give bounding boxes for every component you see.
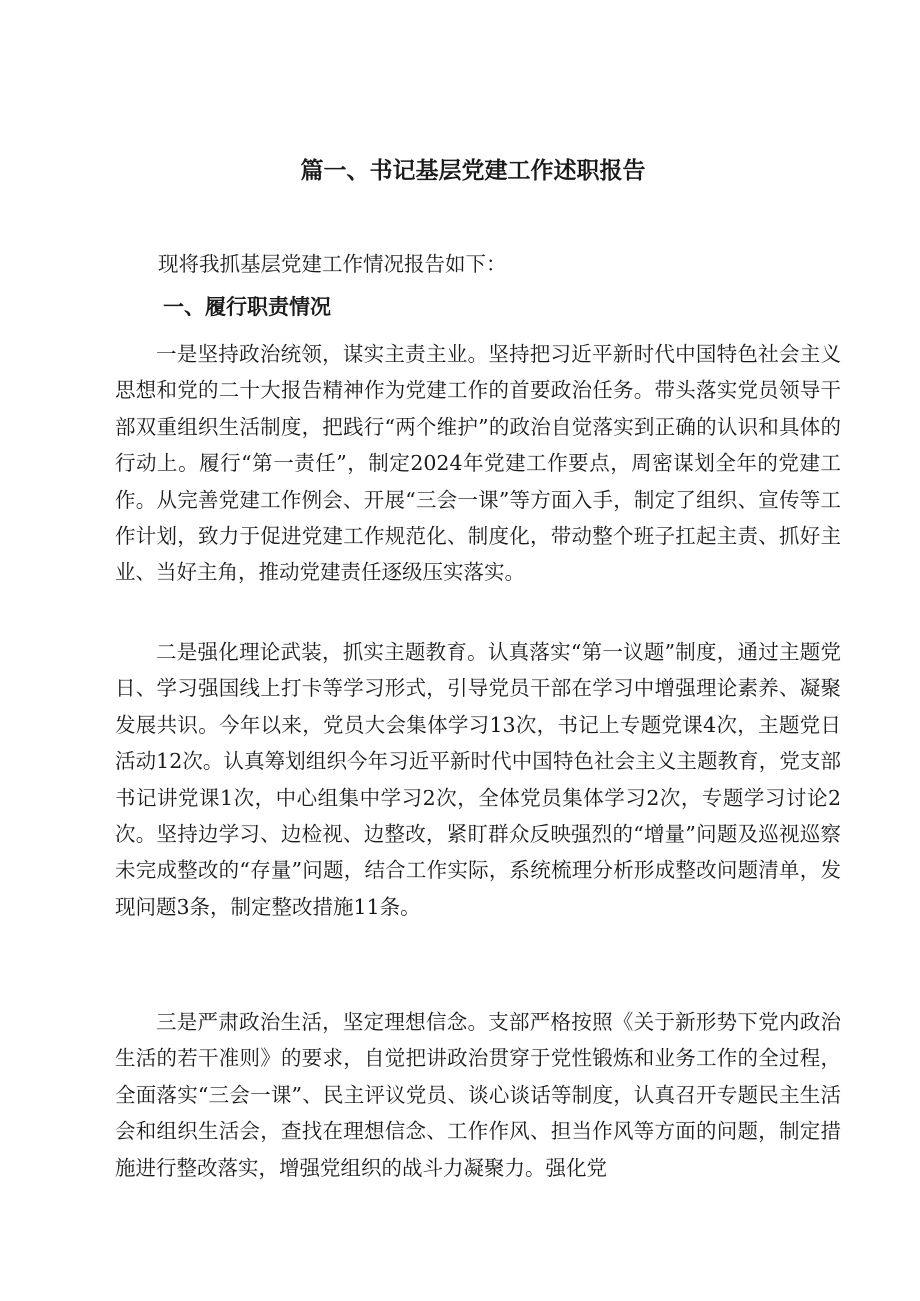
- section-heading: 一、履行职责情况: [163, 295, 331, 319]
- paragraph-3: 三是严肃政治生活，坚定理想信念。支部严格按照《关于新形势下党内政治生活的若干准则》的要求，自觉把讲政治贯穿于党性锻炼和业务工作的全过程，全面落实“三会一课”、民主评议党员、谈心谈话等制度，认真召开专题民主生活会和组织生活会，查找在理想信念、工作作风、担当作风等方面的问题，制定措施进行整改落实，增强党组织的战斗力凝聚力。强化党: [115, 1010, 841, 1180]
- paragraph-2: 二是强化理论武装，抓实主题教育。认真落实“第一议题”制度，通过主题党日、学习强国线上打卡等学习形式，引导党员干部在学习中增强理论素养、凝聚发展共识。今年以来，党员大会集体学习13次，书记上专题党课4次，主题党日活动12次。认真筹划组织今年习近平新时代中国特色社会主义主题教育，党支部书记讲党课1次，中心组集中学习2次，全体党员集体学习2次，专题学习讨论2次。坚持边学习、边检视、边整改，紧盯群众反映强烈的“增量”问题及巡视巡察未完成整改的“存量”问题，结合工作实际，系统梳理分析形成整改问题清单，发现问题3条，制定整改措施11条。: [115, 640, 841, 919]
- document-title: 篇一、书记基层党建工作述职报告: [300, 158, 646, 184]
- paragraph-1: 一是坚持政治统领，谋实主责主业。坚持把习近平新时代中国特色社会主义思想和党的二十大报告精神作为党建工作的首要政治任务。带头落实党员领导干部双重组织生活制度，把践行“两个维护”的政治自觉落实到正确的认识和具体的行动上。履行“第一责任”，制定2024年党建工作要点，周密谋划全年的党建工作。从完善党建工作例会、开展“三会一课”等方面入手，制定了组织、宣传等工作计划，致力于促进党建工作规范化、制度化，带动整个班子扛起主责、抓好主业、当好主角，推动党建责任逐级压实落实。: [115, 342, 841, 585]
- intro-paragraph: 现将我抓基层党建工作情况报告如下：: [158, 252, 507, 276]
